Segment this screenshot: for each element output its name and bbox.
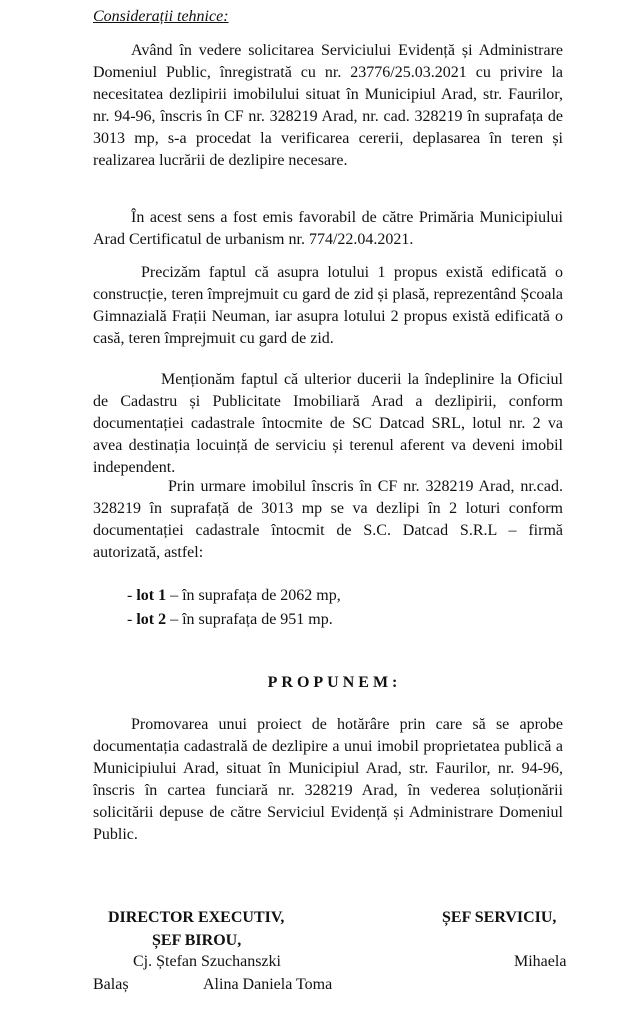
lot-name: lot 1 — [136, 587, 167, 604]
signatory-balas: Balaș — [93, 976, 129, 993]
section-heading: Considerații tehnice: — [93, 8, 229, 25]
paragraph-request: Având în vedere solicitarea Serviciului Evidență și Administrare Domeniul Public, înregistrată cu nr. 23776/25.03.2021 cu privire la necesitatea dezlipirii imobilului situat în Municipiul Arad, str. Faurilor, nr. 94-96, înscris în CF nr. 328219 Arad, nr. cad. 328219 în suprafața de 3013 mp, s-a procedat la verificarea cererii, deplasarea în teren și realizarea lucrării de dezlipire necesare. — [93, 42, 563, 169]
proposal-heading: PROPUNEM: — [267, 674, 402, 691]
paragraph-lot-destination: Menționăm faptul că ulterior ducerii la îndeplinire la Oficiul de Cadastru și Publicitate Imobiliară Arad a dezlipirii, conform documentației cadastrale întocmite de SC Datcad SRL, lotul nr. 2 va avea destinația locuință de serviciu și terenul aferent va deveni imobil independent. — [93, 371, 563, 476]
sef-birou-title: ȘEF BIROU, — [152, 932, 242, 949]
lot-item — [127, 609, 341, 633]
lot-prefix: - — [127, 611, 137, 628]
lot-prefix: - — [127, 587, 137, 604]
lot-name: lot 2 — [136, 611, 167, 628]
sef-serviciu-title: ȘEF SERVICIU, — [442, 909, 557, 926]
paragraph-lot-description: Precizăm faptul că asupra lotului 1 propus există edificată o construcție, teren împrejmuit cu gard de zid și plasă, reprezentând Școala Gimnazială Frații Neuman, iar asupra lotului 2 propus există edificată o casă, teren împrejmuit cu gard de zid. — [93, 264, 563, 347]
signatory-stefan: Cj. Ștefan Szuchanszki — [133, 953, 281, 970]
signatory-alina: Alina Daniela Toma — [203, 976, 333, 993]
paragraph-proposal: Promovarea unui proiect de hotărâre prin care să se aprobe documentația cadastrală de dezlipire a unui imobil proprietatea publică a Municipiului Arad, situat în Municipiul Arad, str. Faurilor, nr. 94-96, înscris în cartea funciară nr. 328219 Arad, în vederea soluționării solicitării depuse de către Serviciul Evidență și Administrare Domeniul Public. — [93, 716, 563, 843]
director-title: DIRECTOR EXECUTIV, — [108, 909, 285, 926]
lots-list — [127, 585, 341, 633]
lot-item — [127, 585, 341, 609]
paragraph-urbanism-certificate: În acest sens a fost emis favorabil de către Primăria Municipiului Arad Certificatul de urbanism nr. 774/22.04.2021. — [93, 209, 563, 248]
lot-area: – în suprafața de 2062 mp, — [166, 587, 341, 604]
lot-area: – în suprafața de 951 mp. — [166, 611, 333, 628]
paragraph-division: Prin urmare imobilul înscris în CF nr. 328219 Arad, nr.cad. 328219 în suprafață de 3013 mp se va dezlipi în 2 loturi conform documentației cadastrale întocmit de S.C. Datcad S.R.L – firmă autorizată, astfel: — [93, 478, 563, 561]
signatory-mihaela: Mihaela — [514, 953, 567, 970]
